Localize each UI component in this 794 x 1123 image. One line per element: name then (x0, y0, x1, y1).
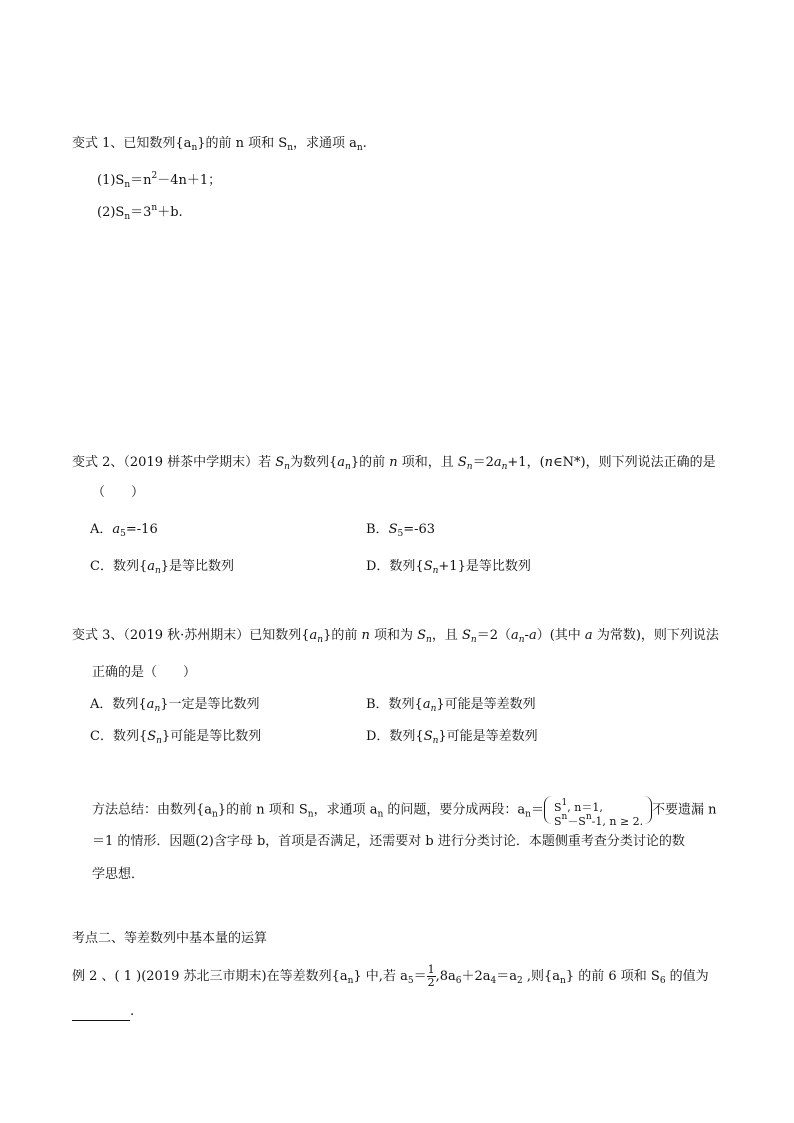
variant-1-part-2: $(2)S_n=3^n+b$. (97, 203, 183, 222)
answer-blank[interactable] (72, 1006, 130, 1021)
piecewise-case-1: $S^1$, n＝1, (553, 798, 603, 814)
example-2-question: 例 2 、( 1 )(2019 苏北三市期末)在等差数列$\{a_n\}$ 中,若 $a_5=$ $\frac{1}{2}$ $,8a_6+2a_4=a_2$ ,则$\{a_n\}$ 的前 6 项和 $S_6$ 的值为 (72, 963, 709, 989)
variant-3-option-b: B．数列$\{a_n\}$可能是等差数列 (366, 697, 536, 714)
variant-2-answer-paren: （ ） (92, 485, 145, 500)
variant-1-title: 变式 1、已知数列$\{a_n\}$的前 n 项和 $S_n$，求通项 $a_n$. (72, 136, 367, 153)
variant-2-option-c: C．数列$\{a_n\}$是等比数列 (90, 559, 235, 576)
variant-2-option-a: A．$a_5=-16$ (90, 522, 158, 539)
piecewise-case-2: $S^n-S^n-1$, n ≥ 2. (553, 812, 644, 828)
variant-3-question-line-2: 正确的是（ ） (92, 665, 197, 680)
right-brace (644, 796, 652, 824)
variant-3-question: 变式 3、（2019 秋·苏州期末）已知数列$\{a_n\}$的前 n 项和为 $S_n$，且 $S_n=2(a_n-a)$(其中 a 为常数)，则下列说法 (72, 628, 719, 645)
summary-line-3: 学思想． (92, 867, 145, 882)
variant-3-option-d: D．数列$\{S_n\}$可能是等差数列 (366, 729, 538, 746)
piecewise-formula (544, 796, 652, 828)
example-2-answer-line: . (72, 1003, 134, 1021)
variant-3-option-c: C．数列$\{S_n\}$可能是等比数列 (90, 729, 262, 746)
variant-2-question: 变式 2、（2019 栟茶中学期末）若 $S_n$为数列$\{a_n\}$的前 n 项和，且 $S_n=2a_n+1$，(n∈N*)，则下列说法正确的是 (72, 455, 716, 472)
variant-3-option-a: A．数列$\{a_n\}$一定是等比数列 (90, 697, 260, 714)
section-2-title: 考点二、等差数列中基本量的运算 (72, 931, 268, 946)
summary-line-1: 方法总结：由数列$\{a_n\}$的前 n 项和 $S_n$，求通项 $a_n$ 的问题，要分成两段：$a_n=$ $S^1$, n＝1, $S^n-S^n-1$, n ≥ 2. 不要遗漏 n (92, 798, 717, 828)
summary-line-2: ＝1 的情形．因题(2)含字母 b，首项是否满足，还需要对 b 进行分类讨论．本题侧重考查分类讨论的数 (92, 834, 685, 849)
variant-2-option-d: D．数列$\{S_n+1\}$是等比数列 (366, 559, 531, 576)
variant-2-option-b: B．$S_5=-63$ (366, 522, 436, 539)
left-brace (544, 796, 552, 824)
fraction-one-half: $\frac{1}{2}$ (427, 963, 435, 989)
variant-1-part-1: $(1)S_n=n^2-4n+1$； (97, 171, 222, 190)
